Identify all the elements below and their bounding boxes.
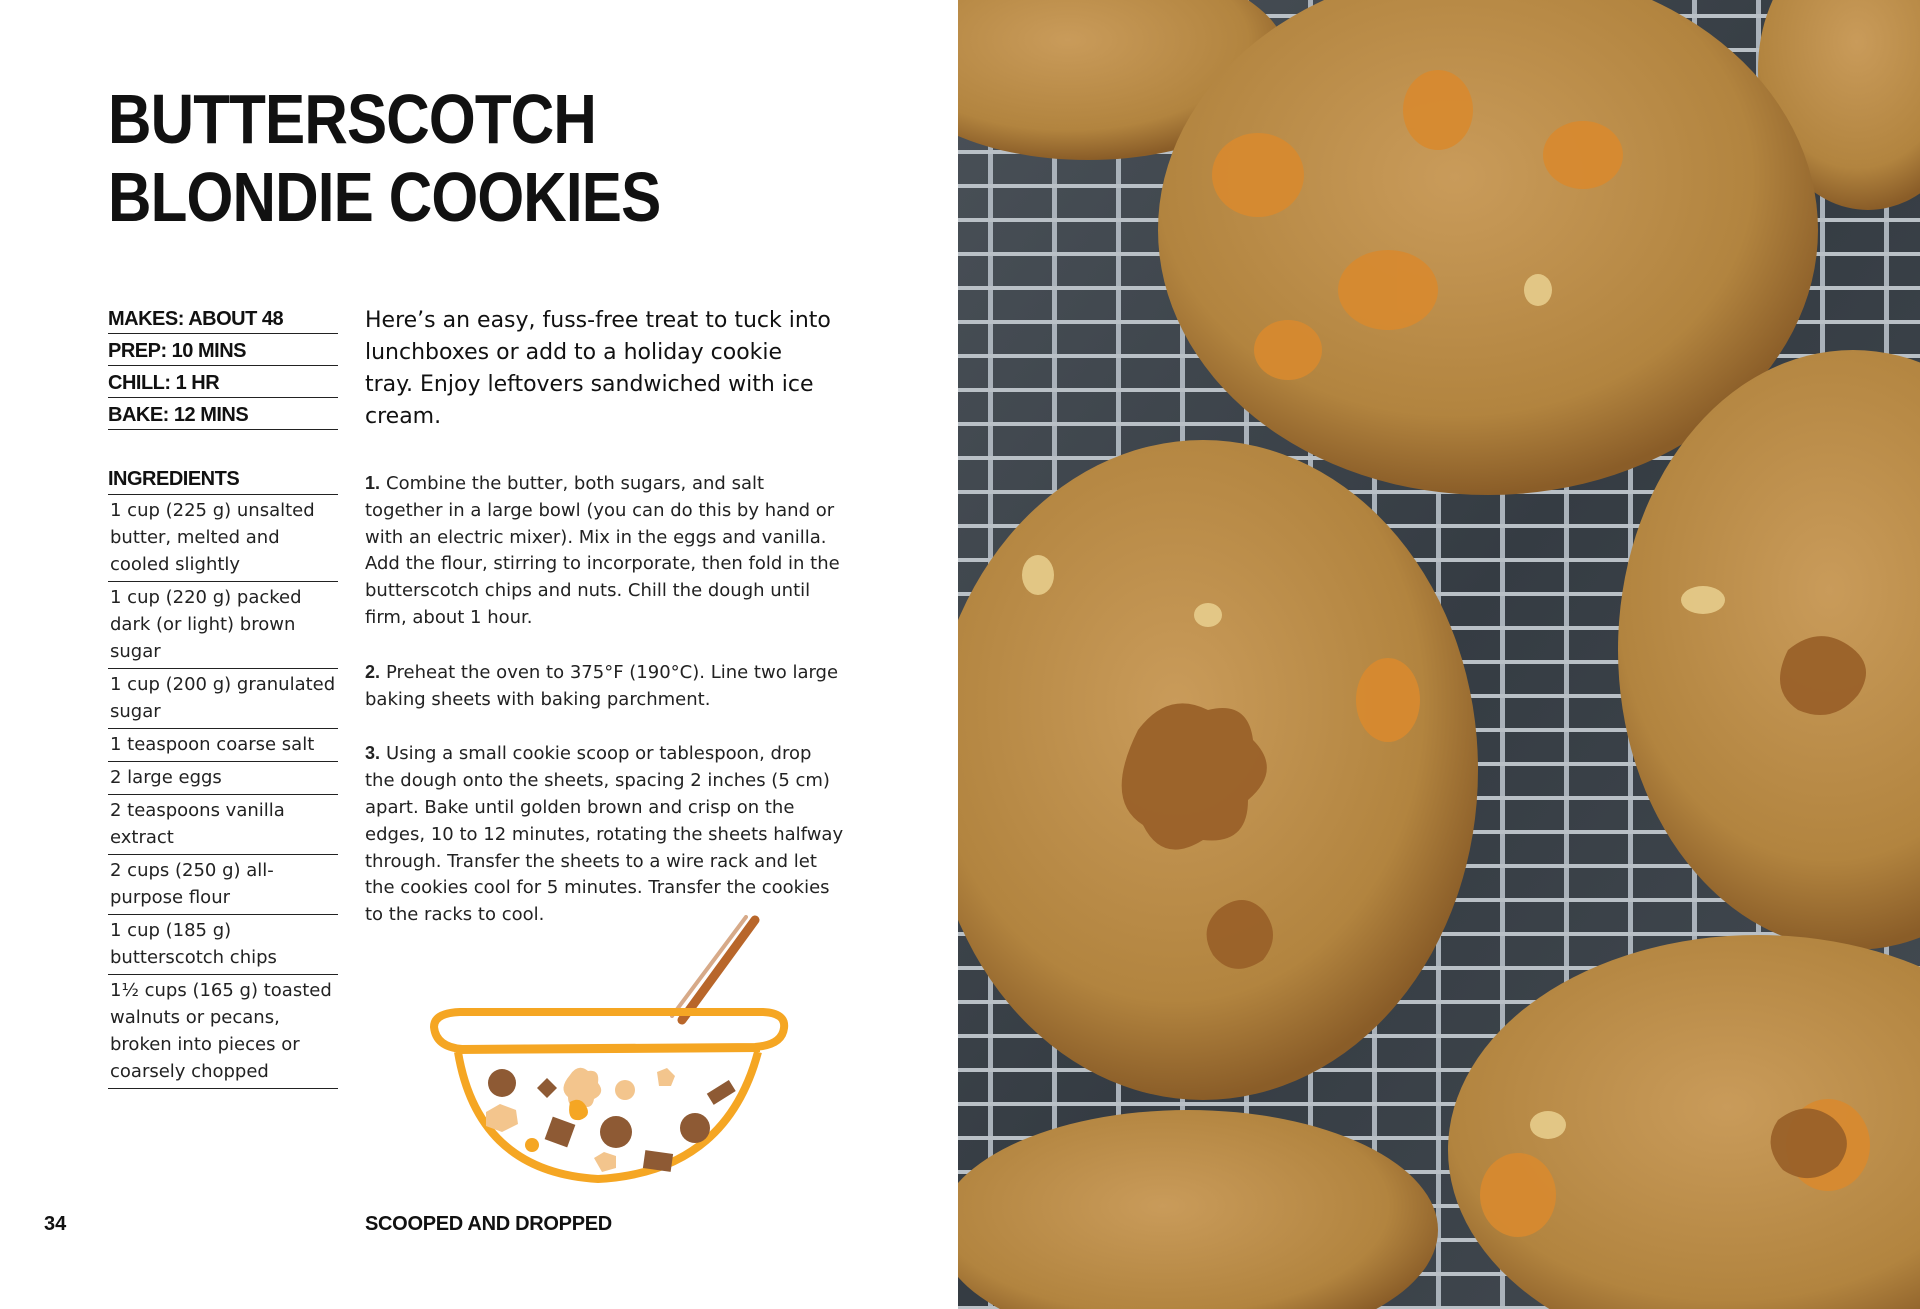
title-line-2: BLONDIE COOKIES xyxy=(108,158,661,236)
ingredient-item: 2 cups (250 g) all-purpose flour xyxy=(108,855,338,915)
title-line-1: BUTTERSCOTCH xyxy=(108,80,596,158)
ingredient-item: 1 cup (185 g) butterscotch chips xyxy=(108,915,338,975)
method-step-2 xyxy=(365,659,845,714)
ingredient-item: 2 large eggs xyxy=(108,762,338,795)
cookies-on-rack-photo xyxy=(958,0,1920,1309)
ingredients-heading: INGREDIENTS xyxy=(108,468,338,495)
recipe-meta xyxy=(108,302,338,430)
ingredient-item: 1 teaspoon coarse salt xyxy=(108,729,338,762)
step-number: 3. xyxy=(365,743,381,764)
ingredient-item: 1 cup (225 g) unsalted butter, melted and cooled slightly xyxy=(108,495,338,582)
section-title: SCOOPED AND DROPPED xyxy=(365,1213,612,1235)
step-text: Combine the butter, both sugars, and salt together in a large bowl (you can do this by hand or with an electric mixer). Mix in the eggs and vanilla. Add the flour, stirring to incorporate, then fold in the butterscotch chips and nuts. Chill the dough until firm, about 1 hour. xyxy=(365,473,840,628)
recipe-page xyxy=(0,0,958,1309)
ingredient-item: 1 cup (220 g) packed dark (or light) brown sugar xyxy=(108,582,338,669)
mixing-bowl-illustration xyxy=(420,900,800,1200)
meta-chill: CHILL: 1 HR xyxy=(108,366,338,398)
method-step-1 xyxy=(365,470,845,632)
ingredients-list xyxy=(108,468,338,1089)
method-steps xyxy=(365,470,845,956)
step-number: 2. xyxy=(365,661,381,682)
step-text: Preheat the oven to 375°F (190°C). Line two large baking sheets with baking parchment. xyxy=(365,661,839,710)
meta-prep: PREP: 10 MINS xyxy=(108,334,338,366)
ingredient-item: 1 cup (200 g) granulated sugar xyxy=(108,669,338,729)
ingredient-item: 2 teaspoons vanilla extract xyxy=(108,795,338,855)
ingredient-item: 1½ cups (165 g) toasted walnuts or pecans, broken into pieces or coarsely chopped xyxy=(108,975,338,1089)
step-number: 1. xyxy=(365,473,381,493)
page-number: 34 xyxy=(44,1213,67,1235)
recipe-title xyxy=(108,80,660,236)
meta-makes: MAKES: ABOUT 48 xyxy=(108,302,338,334)
recipe-intro: Here’s an easy, fuss-free treat to tuck into lunchboxes or add to a holiday cookie tray. Enjoy leftovers sandwiched with ice cream. xyxy=(365,308,831,429)
step-text: Using a small cookie scoop or tablespoon, drop the dough onto the sheets, spacing 2 inches (5 cm) apart. Bake until golden brown and crisp on the edges, 10 to 12 minutes, rotating the sheets halfway through. Transfer the sheets to a wire rack and let the cookies cool for 5 minutes. Transfer the cookies to the racks to cool. xyxy=(365,743,844,926)
meta-bake: BAKE: 12 MINS xyxy=(108,398,338,430)
